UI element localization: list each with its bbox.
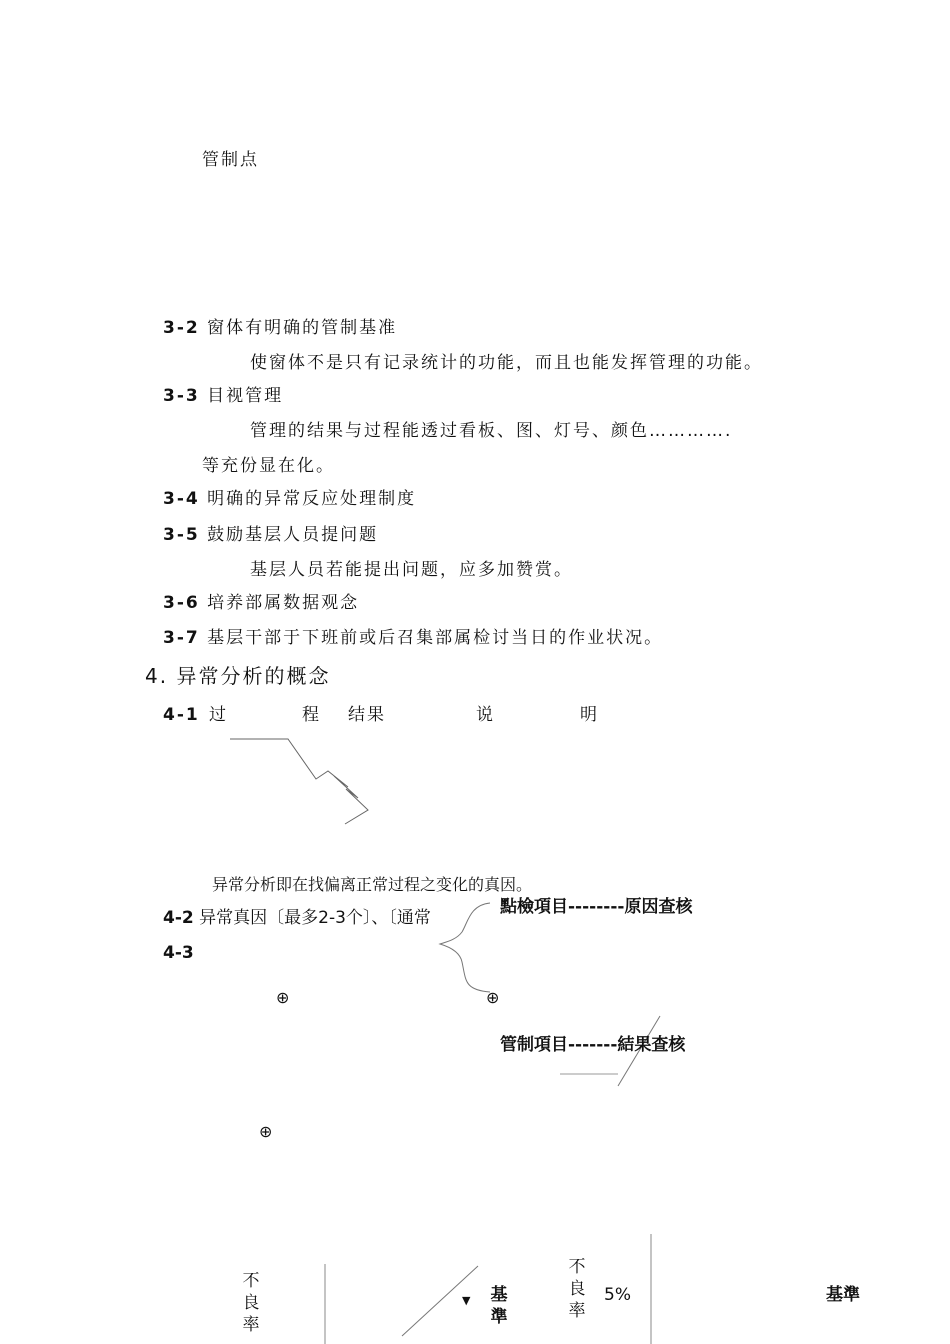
circle-plus-icon: ⊕ [486,988,500,1007]
standard-mid: 基準 [490,1285,508,1327]
col-process-1: 过 [209,705,228,725]
circle-plus-icon: ⊕ [276,988,290,1007]
defect-rate-right: 不良率 [568,1257,586,1321]
brace-line [440,903,490,992]
process-wave-line [230,739,368,824]
item-number: 3-2 [163,318,200,338]
item-3-2 [163,318,397,338]
item-text: 基层干部于下班前或后召集部属检讨当日的作业状况。 [207,628,664,648]
item-3-3-detail: 管理的结果与过程能透过看板、图、灯号、颜色…………. [250,421,733,441]
col-explain-2: 明 [580,705,599,725]
item-3-2-detail: 使窗体不是只有记录统计的功能，而且也能发挥管理的功能。 [250,353,763,373]
item-number: 3-7 [163,628,200,648]
col-result: 结果 [348,705,386,725]
item-4-2 [163,908,431,928]
col-explain-1: 说 [476,705,495,725]
item-3-6 [163,593,359,613]
control-point-label: 管制点 [202,150,259,170]
arrow-down-icon: ▼ [462,1294,471,1307]
inspection-item-label: 點檢項目--------原因查核 [500,897,693,917]
item-text: 明确的异常反应处理制度 [207,489,417,509]
item-4-3-number: 4-3 [163,943,194,963]
item-number: 3-5 [163,525,200,545]
item-text: 培养部属数据观念 [207,593,360,613]
item-3-5 [163,525,378,545]
standard-right: 基準 [826,1285,860,1305]
item-4-1-number: 4-1 [163,705,200,725]
section-4-title: 4. 异常分析的概念 [145,664,331,688]
analysis-text: 异常分析即在找偏离正常过程之变化的真因。 [212,875,533,894]
item-number: 3-6 [163,593,200,613]
defect-rate-left: 不良率 [242,1271,260,1335]
item-3-7 [163,628,663,648]
item-number: 4-2 [163,908,194,928]
item-text: 鼓励基层人员提问题 [207,525,379,545]
circle-plus-icon: ⊕ [259,1122,273,1141]
item-3-3-detail-cont: 等充份显在化。 [202,456,335,476]
item-number: 3-3 [163,386,200,406]
item-number: 3-4 [163,489,200,509]
item-text: 异常真因〔最多2-3个〕、〔通常 [199,908,431,928]
item-3-3 [163,386,283,406]
control-item-label: 管制項目-------結果查核 [500,1035,686,1055]
item-3-4 [163,489,416,509]
item-text: 窗体有明确的管制基准 [207,318,398,338]
col-process-2: 程 [302,705,321,725]
percent-value: 5% [604,1285,631,1305]
item-3-5-detail: 基层人员若能提出问题，应多加赞赏。 [250,560,573,580]
item-text: 目视管理 [207,386,284,406]
